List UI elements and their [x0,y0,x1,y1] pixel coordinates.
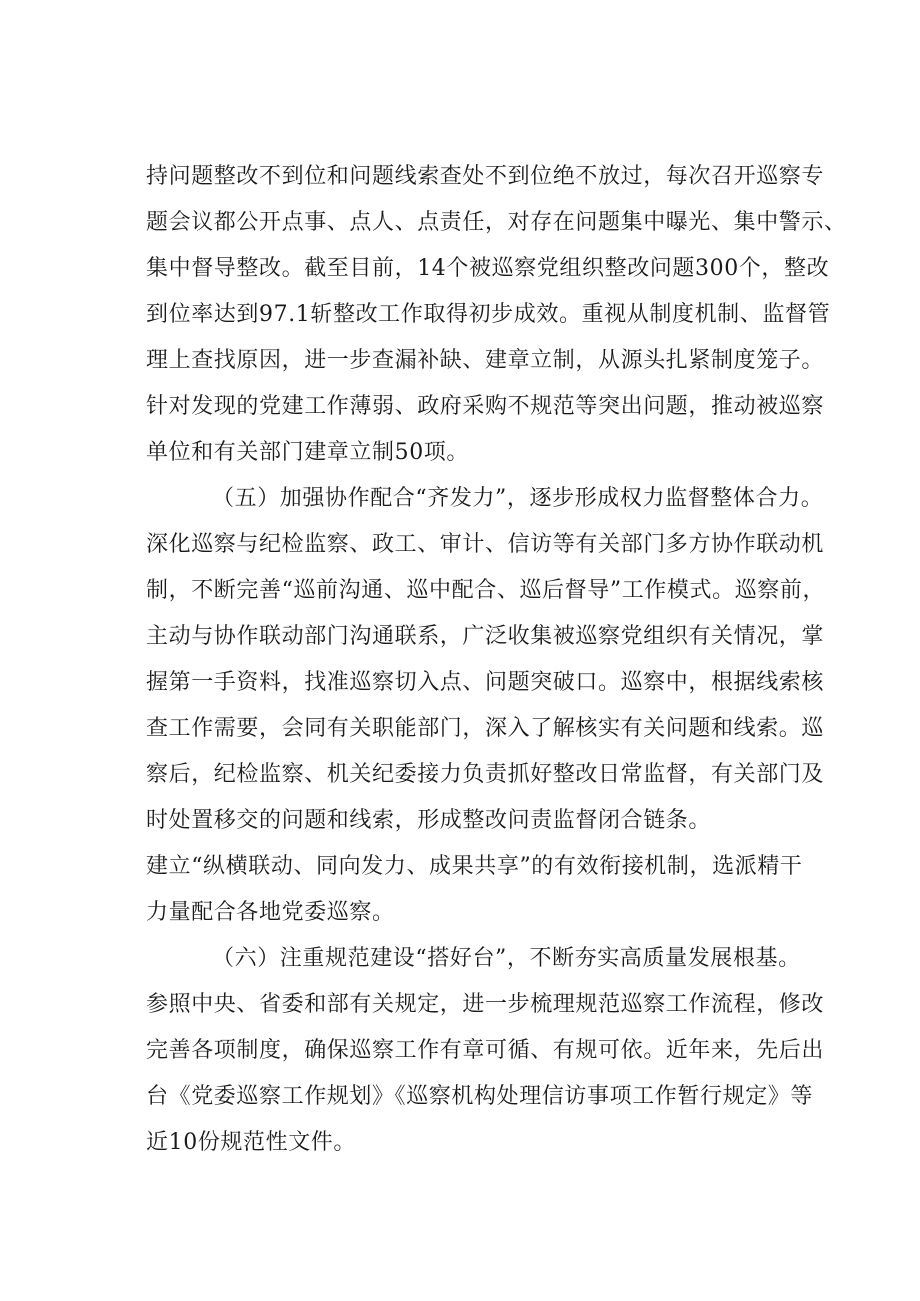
text-line: 察后，纪检监察、机关纪委接力负责抓好整改日常监督，有关部门及 [146,762,825,787]
text-line: 参照中央、省委和部有关规定，进一步梳理规范巡察工作流程，修改 [146,992,825,1017]
text-line: 到位率达到97.1斩整改工作取得初步成效。重视从制度机制、监督管 [146,302,831,327]
text-line: 单位和有关部门建章立制50项。 [146,440,469,465]
text-line: 持问题整改不到位和问题线索查处不到位绝不放过，每次召开巡察专 [146,164,825,189]
text-line: 制，不断完善“巡前沟通、巡中配合、巡后督导”工作模式。巡察前， [146,578,826,603]
text-line: 握第一手资料，找准巡察切入点、问题突破口。巡察中，根据线索核 [146,670,825,695]
text-line: 主动与协作联动部门沟通联系，广泛收集被巡察党组织有关情况，掌 [146,624,825,649]
section-heading: （五）加强协作配合“齐发力”，逐步形成权力监督整体合力。 [212,486,824,511]
text-line: 力量配合各地党委巡察。 [146,900,395,925]
text-line: 时处置移交的问题和线索，形成整改问责监督闭合链条。 [146,808,712,833]
text-line: 台《党委巡察工作规划》《巡察机构处理信访事项工作暂行规定》等 [146,1084,814,1109]
text-line: 完善各项制度，确保巡察工作有章可循、有规可依。近年来，先后出 [146,1038,825,1063]
section-heading: （六）注重规范建设“搭好台”，不断夯实高质量发展根基。 [212,946,801,971]
text-line: 近10份规范性文件。 [146,1130,356,1155]
text-line: 查工作需要，会同有关职能部门，深入了解核实有关问题和线索。巡 [146,716,825,741]
text-line: 理上查找原因，进一步查漏补缺、建章立制，从源头扎紧制度笼子。 [146,348,825,373]
text-line: 集中督导整改。截至目前，14个被巡察党组织整改问题300个，整改 [146,256,830,281]
text-line: 建立“纵横联动、同向发力、成果共享”的有效衔接机制，选派精干 [146,854,803,879]
text-line: 深化巡察与纪检监察、政工、审计、信访等有关部门多方协作联动机 [146,532,825,557]
text-line: 题会议都公开点事、点人、点责任，对存在问题集中曝光、集中警示、 [146,210,847,235]
text-line: 针对发现的党建工作薄弱、政府采购不规范等突出问题，推动被巡察 [146,394,825,419]
